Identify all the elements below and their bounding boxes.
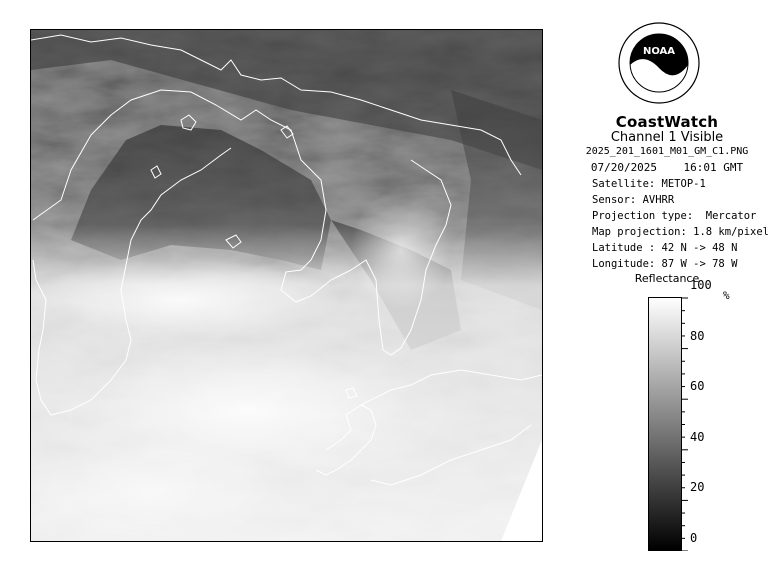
coastwatch-title: CoastWatch [615,113,719,131]
satellite-label: Satellite: METOP-1 [592,178,706,190]
colorbar-tick-label: 100 [690,278,712,292]
projection-type-label: Projection type: Mercator [592,210,757,222]
channel-label: Channel 1 Visible [610,130,724,145]
colorbar-tick-label: 0 [690,531,698,545]
cloud-cell [351,190,451,310]
date-time: 07/20/2025 16:01 GMT [590,161,744,174]
colorbar-tick-label: 60 [690,379,705,394]
noaa-logo-icon [618,22,700,104]
reflectance-colorbar [648,297,682,551]
satellite-map [31,30,542,541]
latitude-label: Latitude : 42 N -> 48 N [592,242,738,254]
cloud-band [31,260,341,340]
info-panel [562,12,772,562]
colorbar-tick-label: 40 [690,429,705,444]
sensor-label: Sensor: AVHRR [592,194,675,206]
file-name: 2025_201_1601_M01_GM_C1.PNG [585,146,749,157]
noaa-logo-text: NOAA [642,46,676,57]
colorbar-unit: % [723,289,730,302]
legend-title: Reflectance [634,272,700,285]
satellite-image [30,29,543,542]
longitude-label: Longitude: 87 W -> 78 W [592,258,738,270]
map-projection-label: Map projection: 1.8 km/pixel [592,226,770,238]
colorbar-tick-label: 20 [690,480,705,495]
colorbar-tick-label: 80 [690,328,705,343]
